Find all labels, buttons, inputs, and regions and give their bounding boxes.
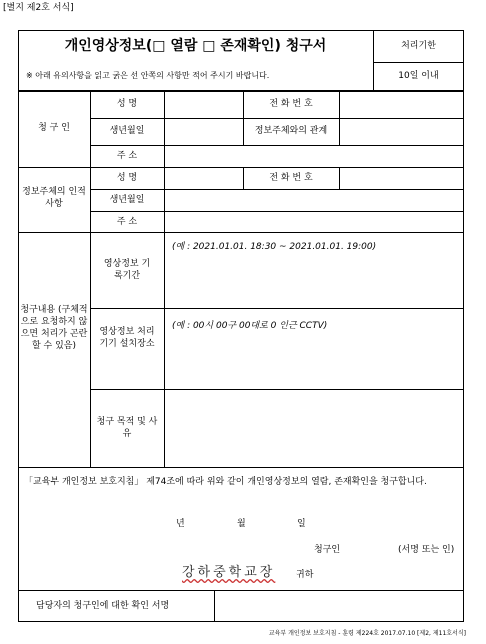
- rule-sub-mid-b: [339, 167, 340, 189]
- rule-sub-row2: [90, 211, 464, 212]
- subject-section-label: 정보주체의 인적사항: [22, 187, 86, 209]
- rule-req-row1: [90, 118, 464, 119]
- period-label: 영상정보 기록기간: [103, 259, 151, 281]
- location-field[interactable]: [166, 336, 462, 387]
- rule-statement-bottom: [18, 590, 464, 591]
- rule-request-row1: [90, 308, 464, 309]
- recipient-suffix: 귀하: [296, 570, 314, 580]
- process-label: 처리기한: [401, 41, 436, 51]
- rule-field-col: [164, 90, 165, 467]
- subject-name-field[interactable]: [166, 169, 241, 187]
- subject-address-field[interactable]: [166, 213, 462, 230]
- period-field[interactable]: [166, 256, 462, 306]
- request-section-label: 청구내용 (구체적으로 요청하지 않으면 처리가 곤란할 수 있음): [20, 305, 88, 351]
- subject-phone-label: 전 화 번 호: [269, 173, 313, 183]
- rule-req-row2: [90, 145, 464, 146]
- confirm-label: 담당자의 청구인에 대한 확인 서명: [36, 601, 170, 611]
- rule-requester-bottom: [18, 167, 464, 168]
- requester-section-label: 청 구 인: [38, 123, 70, 133]
- date-month: 월: [237, 519, 246, 529]
- form-number: [별지 제2호 서식]: [3, 3, 74, 13]
- rule-subject-bottom: [18, 232, 464, 233]
- requester-name-field[interactable]: [166, 92, 241, 116]
- footer-note: 교육부 개인정보 보호지침 - 훈령 제224호 2017.07.10 [제2, 제11호서식]: [268, 630, 466, 637]
- rule-request-bottom: [18, 467, 464, 468]
- subject-phone-field[interactable]: [341, 169, 462, 187]
- recipient-school: 강하중학교장: [182, 565, 276, 580]
- rule-req-mid-b: [339, 90, 340, 145]
- requester-relation-field[interactable]: [341, 120, 462, 143]
- rule-process-mid: [373, 62, 464, 63]
- purpose-field[interactable]: [166, 391, 462, 465]
- subject-birth-field[interactable]: [166, 191, 462, 209]
- requester-birth-field[interactable]: [166, 120, 241, 143]
- location-example: (예 : 00시 00구 00대로 0 인근 CCTV): [172, 321, 328, 331]
- statement-text: 「교육부 개인정보 보호지침」 제74조에 따라 위와 같이 개인영상정보의 열람, 존재확인을 청구합니다.: [24, 477, 427, 487]
- requester-relation-label: 정보주체와의 관계: [254, 126, 328, 136]
- purpose-label: 청구 목적 및 사유: [96, 417, 158, 439]
- location-label: 영상정보 처리기기 설치장소: [99, 327, 155, 349]
- subject-name-label: 성 명: [116, 173, 138, 183]
- requester-address-field[interactable]: [166, 147, 462, 165]
- period-example: (예 : 2021.01.01. 18:30 ~ 2021.01.01. 19:00): [172, 242, 377, 252]
- requester-phone-field[interactable]: [341, 92, 462, 116]
- date-year: 년: [176, 519, 185, 529]
- notice-text: ※ 아래 유의사항을 읽고 굵은 선 안쪽의 사항만 적어 주시기 바랍니다.: [26, 71, 270, 80]
- rule-request-row2: [90, 389, 464, 390]
- requester-phone-label: 전 화 번 호: [269, 99, 313, 109]
- signer-sign: (서명 또는 인): [398, 545, 455, 555]
- page-title: 개인영상정보(□ 열람 □ 존재확인) 청구서: [64, 38, 327, 54]
- signer-label: 청구인: [314, 545, 341, 555]
- requester-address-label: 주 소: [116, 151, 138, 161]
- process-value: 10일 이내: [398, 71, 439, 81]
- subject-address-label: 주 소: [116, 217, 138, 227]
- requester-name-label: 성 명: [116, 99, 138, 109]
- requester-birth-label: 생년월일: [109, 126, 145, 136]
- rule-label-col: [90, 90, 91, 467]
- rule-sub-row1: [90, 189, 464, 190]
- rule-confirm-col: [214, 590, 215, 622]
- date-day: 일: [297, 519, 306, 529]
- confirm-sign-field[interactable]: [216, 592, 462, 620]
- subject-birth-label: 생년월일: [109, 195, 145, 205]
